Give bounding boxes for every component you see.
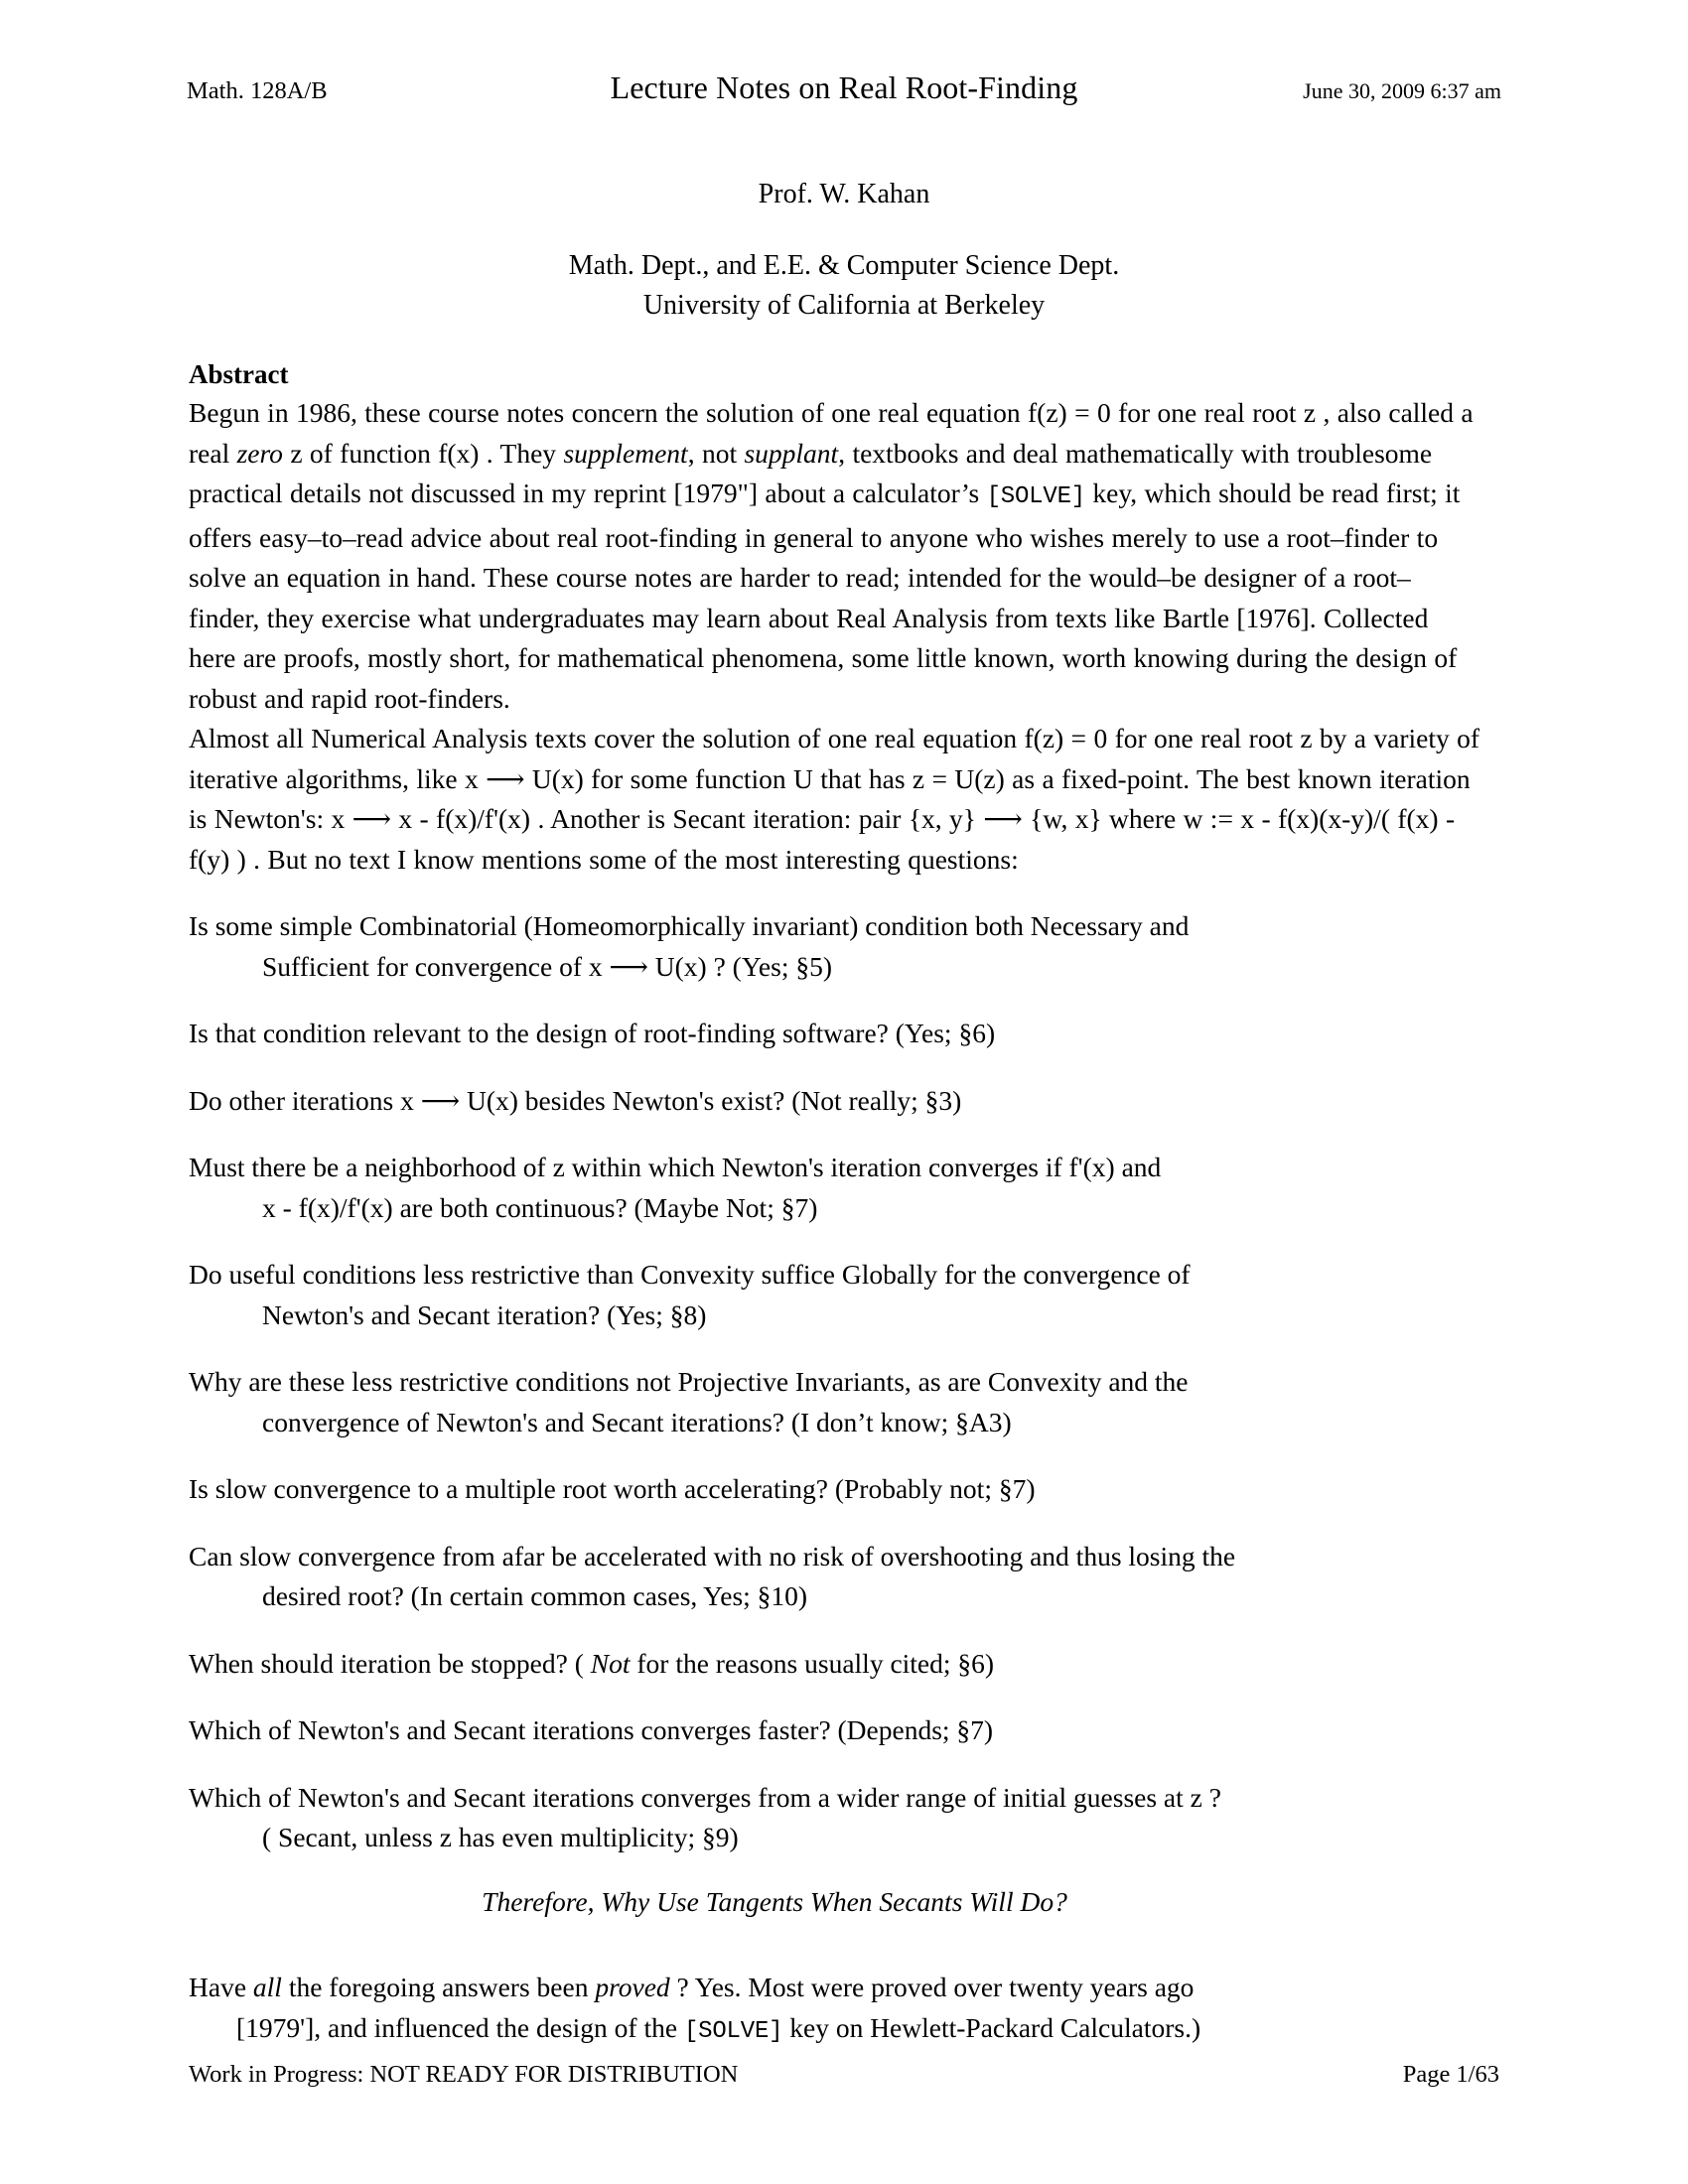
abstract-p1-seg-e: key, which should be read first; it offers easy–to–read advice about real root-finding in general to anyone who wishes merely to use a root–finder to solve an equation in hand. These course notes are harder to read; intended for the would–be designer of a root–finder, they exercise what undergraduates may learn about Real Analysis from texts like Bartle [1976]. Collected here are proofs, mostly short, for mathematical phenomena, some little known, worth knowing during the design of robust and rapid root-finders. [189, 478, 1461, 714]
question-item-stopping [189, 1644, 1479, 1685]
abstract-p1-seg-c: , not [687, 437, 745, 469]
question-line-1: Which of Newton's and Secant iterations converges from a wider range of initial guesses at z ? [189, 1781, 1221, 1813]
question-item [189, 1362, 1479, 1442]
abstract-heading: Abstract [189, 359, 289, 389]
question-item [189, 1255, 1479, 1335]
question-stop-seg-b: for the reasons usually cited; §6) [630, 1647, 995, 1679]
motto-line: Therefore, Why Use Tangents When Secants Will Do? [482, 1885, 1067, 1917]
abstract-paragraph-2: Almost all Numerical Analysis texts cover the solution of one real equation f(z) = 0 for one real root z by a variety of iterative algorithms, like x ⟶ U(x) for some function U that has z = U(z) as a fixed-point. The best known iteration is Newton's: x ⟶ x - f(x)/f'(x) . Another is Secant iteration: pair {x, y} ⟶ {w, x} where w := x - f(x)(x-y)/( f(x) - f(y) ) . But no text I know mentions some of the most interesting questions: [189, 723, 1480, 875]
abstract-paragraph-1 [189, 393, 1479, 719]
question-item-wider-range [189, 1778, 1479, 1858]
document-body [189, 357, 1479, 2052]
running-head-date: June 30, 2009 6:37 am [1303, 78, 1501, 103]
solve-key-token: [SOLVE] [683, 2017, 783, 2045]
closing-seg-b: the foregoing answers been [281, 1972, 596, 2002]
question-stop-emph-not: Not [590, 1647, 631, 1679]
question-line-2: Sufficient for convergence of x ⟶ U(x) ? (Yes; §5) [262, 950, 833, 982]
question-line-2: Newton's and Secant iteration? (Yes; §8) [262, 1298, 707, 1330]
abstract-p1-seg-a: Begun in 1986, these course notes concern the solution of one real equation f(z) = 0 for one real root z , also called a real [189, 397, 1474, 469]
question-line-1: Must there be a neighborhood of z within which Newton's iteration converges if f'(x) and [189, 1152, 1162, 1182]
question-item [189, 1081, 1479, 1122]
abstract-p1-emph-supplant: supplant [744, 437, 839, 469]
abstract-p1-emph-supplement: supplement [563, 437, 688, 469]
closing-seg-a: Have [189, 1972, 253, 2002]
abstract-p1-emph-zero: zero [236, 437, 283, 469]
question-item-faster [189, 1710, 1479, 1751]
abstract-p1-seg-b: z of function f(x) . They [282, 437, 564, 469]
question-item [189, 1148, 1479, 1228]
question-stop-seg-a: When should iteration be stopped? ( [189, 1647, 591, 1679]
question-line-2: desired root? (In certain common cases, Yes; §10) [262, 1580, 808, 1611]
question-line-1: Can slow convergence from afar be accelerated with no risk of overshooting and thus losing the [189, 1540, 1236, 1571]
page-footer [189, 2061, 1499, 2089]
affiliation-block [0, 246, 1688, 326]
running-head-title: Lecture Notes on Real Root-Finding [610, 69, 1078, 105]
question-item [189, 906, 1479, 987]
question-item [189, 1537, 1479, 1617]
closing-line-2 [189, 2008, 1479, 2053]
running-head-course: Math. 128A/B [187, 77, 328, 104]
author-name: Prof. W. Kahan [758, 179, 930, 209]
solve-key-token: [SOLVE] [986, 483, 1085, 510]
affiliation-line-2: University of California at Berkeley [642, 290, 1046, 321]
closing-line2-seg-b: key on Hewlett-Packard Calculators.) [782, 2011, 1201, 2043]
question-item [189, 1469, 1479, 1510]
question-line-2: ( Secant, unless z has even multiplicity; §9) [262, 1822, 739, 1852]
closing-line2-seg-a: [1979'], and influenced the design of the [236, 2011, 684, 2043]
question-line-1: Is that condition relevant to the design of root-finding software? (Yes; §6) [189, 1018, 996, 1048]
question-line-2: convergence of Newton's and Secant iterations? (I don’t know; §A3) [262, 1406, 1012, 1437]
footer-status-text: Work in Progress: NOT READY FOR DISTRIBUTION [189, 2061, 739, 2088]
question-line-1: Do useful conditions less restrictive than Convexity suffice Globally for the convergence of [189, 1259, 1191, 1290]
question-line-1: Do other iterations x ⟶ U(x) besides Newton's exist? (Not really; §3) [189, 1084, 962, 1116]
question-line-1: Is some simple Combinatorial (Homeomorphically invariant) condition both Necessary and [189, 910, 1190, 941]
abstract-p1-seg-d: , textbooks and deal mathematically with troublesome practical details not discussed in my reprint [1979"] about a calculator’s [189, 437, 1433, 508]
running-head [187, 69, 1501, 113]
question-line-1: Why are these less restrictive conditions not Projective Invariants, as are Convexity and the [189, 1366, 1189, 1397]
question-line-2: x - f(x)/f'(x) are both continuous? (Maybe Not; §7) [262, 1191, 818, 1223]
closing-emph-proved: proved [595, 1972, 670, 2002]
question-item [189, 1014, 1479, 1054]
question-line-1: Is slow convergence to a multiple root worth accelerating? (Probably not; §7) [189, 1473, 1036, 1504]
question-line-1: Which of Newton's and Secant iterations converges faster? (Depends; §7) [189, 1714, 994, 1745]
closing-emph-all: all [252, 1972, 282, 2002]
affiliation-line-1: Math. Dept., and E.E. & Computer Science Dept. [568, 250, 1120, 281]
closing-seg-c: ? Yes. Most were proved over twenty years ago [669, 1972, 1195, 2002]
closing-paragraph [189, 1968, 1479, 2052]
footer-page-number: Page 1/63 [1402, 2061, 1499, 2088]
